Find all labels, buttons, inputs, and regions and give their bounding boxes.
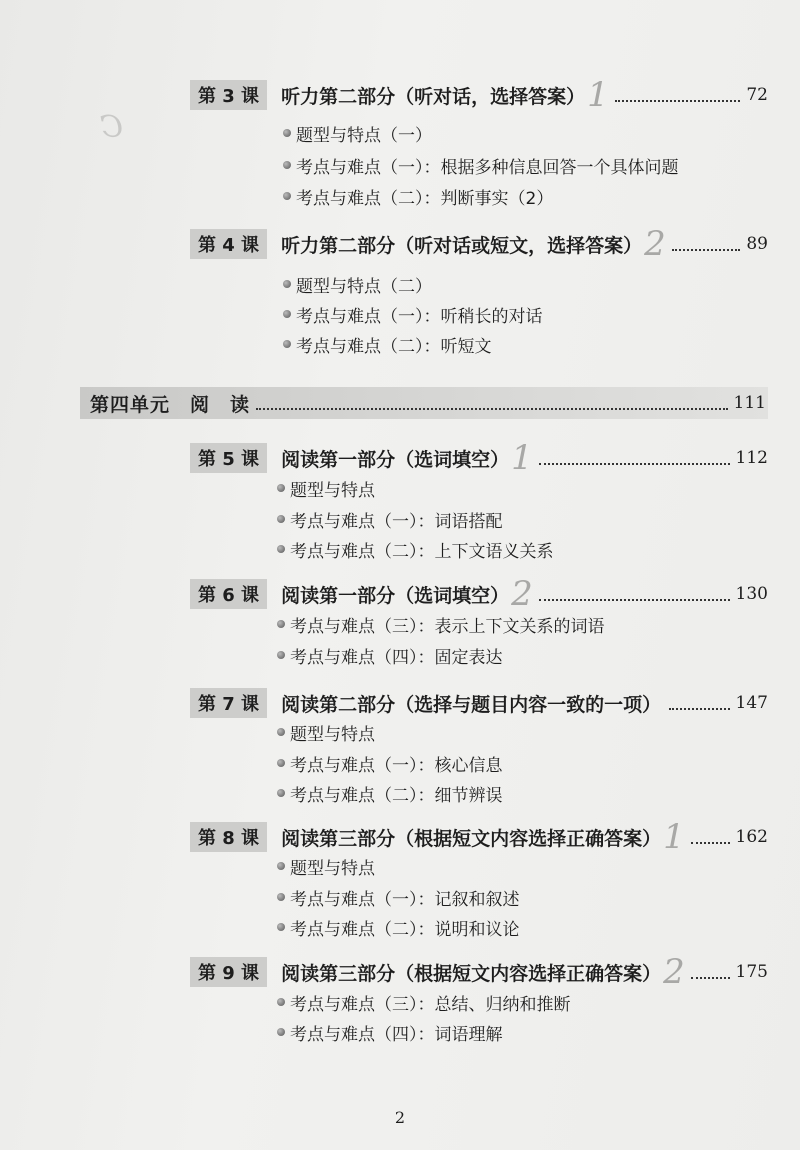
leader-dots (615, 100, 741, 102)
list-item: 考点与难点（二）：判断事实（2） (283, 182, 553, 210)
leader-dots (672, 249, 741, 251)
list-item: 考点与难点（二）：上下文语义关系 (277, 535, 554, 563)
part-mark: 1 (511, 438, 533, 478)
bullet-icon (277, 484, 285, 492)
bullet-icon (277, 923, 285, 931)
page-number: 162 (735, 827, 768, 847)
bullet-icon (283, 280, 291, 288)
lesson-4-heading[interactable] (190, 224, 768, 264)
lesson-number: 第 8 课 (190, 822, 267, 852)
part-mark: 2 (644, 224, 666, 264)
list-item: 题型与特点（一） (283, 119, 432, 147)
lesson-title: 听力第二部分（听对话，选择答案） (281, 85, 586, 108)
leader-dots (539, 463, 730, 465)
leader-dots (691, 842, 730, 844)
bullet-icon (283, 129, 291, 137)
bullet-icon (277, 1028, 285, 1036)
page-number: 111 (733, 393, 766, 413)
list-item: 题型与特点 (277, 718, 375, 746)
bullet-icon (277, 620, 285, 628)
list-item: 考点与难点（一）：记叙和叙述 (277, 883, 520, 911)
lesson-number: 第 7 课 (190, 688, 267, 718)
list-item: 考点与难点（二）：听短文 (283, 330, 492, 358)
page-number: 175 (735, 962, 768, 982)
bullet-icon (277, 651, 285, 659)
leader-dots (669, 708, 729, 710)
part-mark: 1 (663, 817, 685, 857)
list-item: 考点与难点（一）：听稍长的对话 (283, 300, 543, 328)
bullet-icon (277, 998, 285, 1006)
bleed-through-text: C (100, 110, 123, 145)
leader-dots (539, 599, 730, 601)
folio-page-number: 2 (394, 1108, 406, 1127)
bullet-icon (277, 515, 285, 523)
lesson-title: 阅读第一部分（选词填空） (281, 584, 510, 607)
list-item: 考点与难点（二）：细节辨误 (277, 779, 503, 807)
list-item: 考点与难点（一）：根据多种信息回答一个具体问题 (283, 151, 679, 179)
list-item: 考点与难点（一）：核心信息 (277, 749, 503, 777)
lesson-number: 第 6 课 (190, 579, 267, 609)
lesson-number: 第 5 课 (190, 443, 267, 473)
list-item: 考点与难点（四）：词语理解 (277, 1018, 503, 1046)
lesson-number: 第 9 课 (190, 957, 267, 987)
bullet-icon (277, 862, 285, 870)
bullet-icon (283, 310, 291, 318)
lesson-3-heading[interactable] (190, 75, 768, 115)
lesson-title: 阅读第二部分（选择与题目内容一致的一项） (281, 693, 662, 716)
list-item: 考点与难点（一）：词语搭配 (277, 505, 503, 533)
lesson-number: 第 4 课 (190, 229, 267, 259)
lesson-title: 阅读第三部分（根据短文内容选择正确答案） (281, 827, 662, 850)
lesson-5-heading[interactable] (190, 438, 768, 478)
bullet-icon (277, 545, 285, 553)
list-item: 考点与难点（三）：总结、归纳和推断 (277, 988, 571, 1016)
bullet-icon (283, 192, 291, 200)
page-number: 147 (735, 693, 768, 713)
unit-4-heading[interactable] (80, 387, 768, 419)
bullet-icon (283, 340, 291, 348)
lesson-title: 听力第二部分（听对话或短文，选择答案） (281, 234, 643, 257)
leader-dots (691, 977, 730, 979)
page-number: 72 (746, 85, 768, 105)
unit-title: 第四单元 阅 读 (90, 393, 251, 416)
list-item: 题型与特点（二） (283, 270, 432, 298)
page-number: 130 (735, 584, 768, 604)
bullet-icon (277, 893, 285, 901)
list-item: 考点与难点（四）：固定表达 (277, 641, 503, 669)
list-item: 题型与特点 (277, 852, 375, 880)
part-mark: 1 (587, 75, 609, 115)
lesson-8-heading[interactable] (190, 817, 768, 857)
lesson-title: 阅读第三部分（根据短文内容选择正确答案） (281, 962, 662, 985)
list-item: 题型与特点 (277, 474, 375, 502)
page-number: 112 (735, 448, 768, 468)
lesson-7-heading[interactable] (190, 688, 768, 718)
page-number: 89 (746, 234, 768, 254)
list-item: 考点与难点（二）：说明和议论 (277, 913, 520, 941)
lesson-6-heading[interactable] (190, 574, 768, 614)
bullet-icon (277, 789, 285, 797)
lesson-title: 阅读第一部分（选词填空） (281, 448, 510, 471)
part-mark: 2 (663, 952, 685, 992)
bullet-icon (277, 728, 285, 736)
part-mark: 2 (511, 574, 533, 614)
list-item: 考点与难点（三）：表示上下文关系的词语 (277, 610, 605, 638)
lesson-number: 第 3 课 (190, 80, 267, 110)
bullet-icon (277, 759, 285, 767)
lesson-9-heading[interactable] (190, 952, 768, 992)
leader-dots (256, 408, 728, 410)
bullet-icon (283, 161, 291, 169)
